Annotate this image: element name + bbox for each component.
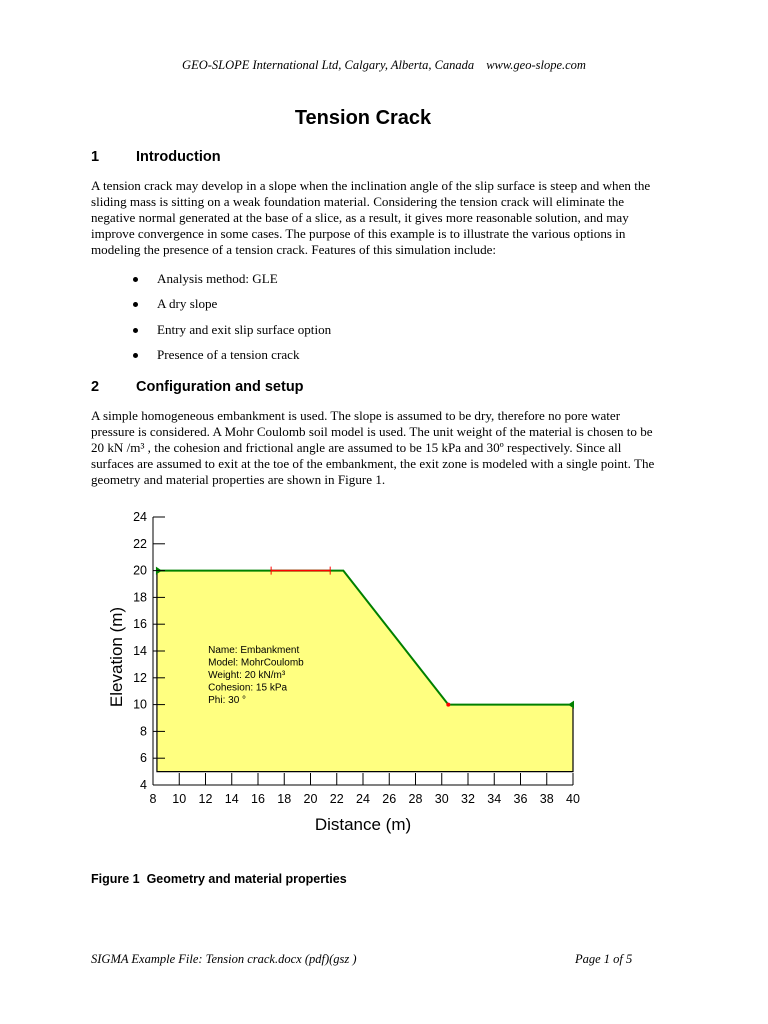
section-title: Configuration and setup — [136, 379, 304, 395]
list-item: A dry slope — [131, 296, 331, 321]
y-tick-label: 24 — [133, 510, 147, 524]
y-tick-label: 14 — [133, 644, 147, 658]
setup-paragraph: A simple homogeneous embankment is used. The slope is assumed to be dry, therefore no pore water pressure is considered. A Mohr Coulomb soil model is used. The unit weight of the material is chosen to be 20 kN /m³ , the cohesion and frictional angle are assumed to be 15 kPa and 30º respectively. Since all surfaces are assumed to exit at the toe of the embankment, the exit zone is modeled with a single point. The geometry and material properties are shown in Figure 1. — [91, 408, 655, 487]
x-tick-label: 36 — [513, 792, 528, 806]
list-item: Analysis method: GLE — [131, 271, 331, 296]
y-tick-label: 4 — [140, 778, 147, 792]
x-tick-label: 28 — [408, 792, 423, 806]
x-tick-label: 24 — [356, 792, 370, 806]
x-tick-label: 16 — [251, 792, 265, 806]
page-header — [0, 58, 768, 73]
footer-file: SIGMA Example File: Tension crack.docx (pdf)(gsz ) — [91, 952, 357, 966]
y-tick-label: 22 — [133, 536, 147, 551]
x-tick-label: 10 — [172, 792, 187, 806]
x-axis-title: Distance (m) — [314, 815, 412, 834]
footer-page-number: Page 1 of 5 — [575, 952, 633, 966]
x-tick-label: 26 — [382, 792, 397, 806]
y-tick-label: 10 — [133, 697, 147, 712]
x-tick-label: 34 — [487, 792, 502, 806]
x-tick-label: 40 — [566, 792, 580, 806]
x-tick-label: 18 — [277, 792, 292, 806]
x-tick-label: 32 — [461, 792, 475, 806]
page-title: Tension Crack — [294, 107, 432, 129]
y-tick-label: 6 — [140, 751, 147, 766]
y-tick-label: 20 — [133, 563, 147, 578]
header-company: GEO-SLOPE International Ltd, Calgary, Alberta, Canada — [182, 58, 475, 72]
section-heading-1 — [91, 149, 221, 165]
material-label-line: Cohesion: 15 kPa — [208, 682, 288, 694]
geometry-chart — [100, 503, 600, 843]
section-number: 1 — [91, 149, 100, 165]
x-tick-label: 14 — [224, 792, 239, 806]
y-tick-label: 16 — [133, 617, 147, 632]
x-tick-label: 8 — [149, 792, 157, 806]
y-tick-label: 12 — [133, 670, 147, 685]
intro-paragraph: A tension crack may develop in a slope when the inclination angle of the slip surface is steep and when the sliding mass is sitting on a weak foundation material. Considering the tension crack will eliminate the negative normal generated at the base of a slice, as a result, it gives more reasonable solution, and may improve convergence in some cases. The purpose of this example is to illustrate the various options in modeling the presence of a tension crack. Features of this simulation include: — [91, 178, 651, 257]
x-tick-label: 22 — [329, 792, 344, 806]
section-number: 2 — [91, 379, 100, 395]
list-item: Entry and exit slip surface option — [131, 322, 331, 347]
x-tick-label: 20 — [303, 792, 318, 806]
y-tick-label: 8 — [140, 724, 147, 739]
header-website: www.geo-slope.com — [486, 58, 586, 72]
exit-point-marker — [446, 703, 450, 707]
section-title: Introduction — [136, 149, 221, 165]
caption-text: Geometry and material properties — [146, 872, 347, 886]
feature-list — [131, 271, 331, 372]
x-tick-label: 38 — [539, 792, 554, 806]
y-tick-label: 18 — [133, 590, 147, 605]
list-item: Presence of a tension crack — [131, 347, 331, 372]
x-tick-label: 30 — [434, 792, 449, 806]
section-heading-2 — [91, 379, 304, 395]
material-label-line: Weight: 20 kN/m³ — [208, 670, 286, 681]
caption-label: Figure 1 — [91, 872, 140, 886]
material-label-line: Model: MohrCoulomb — [208, 657, 304, 669]
y-axis-title: Elevation (m) — [107, 606, 126, 708]
x-tick-label: 12 — [198, 792, 213, 806]
material-label-line: Phi: 30 ° — [208, 695, 247, 706]
material-label-line: Name: Embankment — [208, 645, 300, 656]
figure-caption — [91, 872, 347, 886]
